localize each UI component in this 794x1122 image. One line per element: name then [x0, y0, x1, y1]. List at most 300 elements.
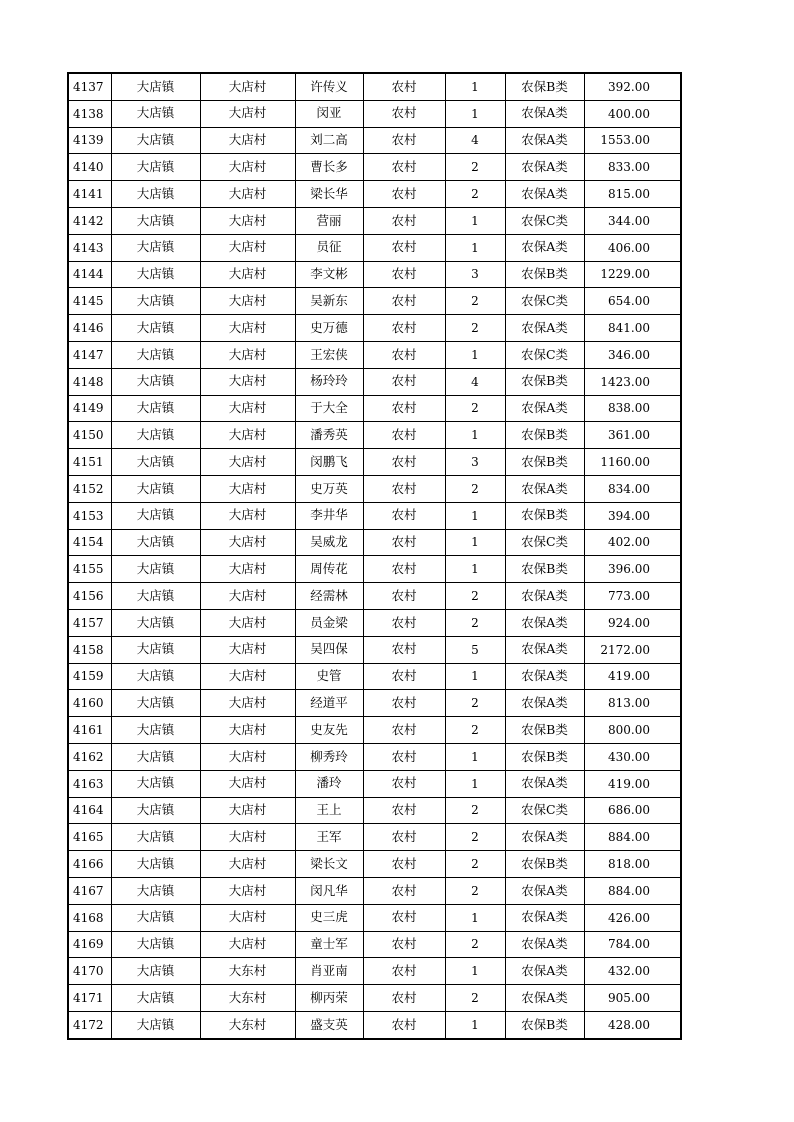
- insurance-category-cell: 农保B类: [505, 422, 584, 449]
- village-cell: 大店村: [200, 234, 295, 261]
- person-name-cell: 史万英: [295, 475, 363, 502]
- insurance-category-cell: 农保C类: [505, 797, 584, 824]
- village-cell: 大店村: [200, 181, 295, 208]
- person-name-cell: 李文彬: [295, 261, 363, 288]
- table-row: [68, 368, 681, 395]
- record-id-cell: 4155: [68, 556, 111, 583]
- record-id-cell: 4147: [68, 341, 111, 368]
- town-cell: 大店镇: [111, 288, 200, 315]
- record-id-cell: 4137: [68, 73, 111, 100]
- household-count-cell: 2: [445, 181, 505, 208]
- village-cell: 大店村: [200, 556, 295, 583]
- record-id-cell: 4164: [68, 797, 111, 824]
- record-id-cell: 4140: [68, 154, 111, 181]
- person-name-cell: 吴新东: [295, 288, 363, 315]
- record-id-cell: 4148: [68, 368, 111, 395]
- table-row: [68, 127, 681, 154]
- insurance-category-cell: 农保B类: [505, 717, 584, 744]
- area-type-cell: 农村: [363, 529, 445, 556]
- amount-cell: 2172.00: [584, 636, 681, 663]
- area-type-cell: 农村: [363, 422, 445, 449]
- person-name-cell: 周传花: [295, 556, 363, 583]
- town-cell: 大店镇: [111, 502, 200, 529]
- village-cell: 大店村: [200, 609, 295, 636]
- household-count-cell: 2: [445, 288, 505, 315]
- household-count-cell: 1: [445, 663, 505, 690]
- area-type-cell: 农村: [363, 100, 445, 127]
- area-type-cell: 农村: [363, 502, 445, 529]
- area-type-cell: 农村: [363, 181, 445, 208]
- town-cell: 大店镇: [111, 154, 200, 181]
- area-type-cell: 农村: [363, 743, 445, 770]
- household-count-cell: 2: [445, 851, 505, 878]
- record-id-cell: 4163: [68, 770, 111, 797]
- insurance-category-cell: 农保A类: [505, 663, 584, 690]
- town-cell: 大店镇: [111, 690, 200, 717]
- town-cell: 大店镇: [111, 395, 200, 422]
- amount-cell: 924.00: [584, 609, 681, 636]
- area-type-cell: 农村: [363, 368, 445, 395]
- person-name-cell: 史万德: [295, 315, 363, 342]
- record-id-cell: 4153: [68, 502, 111, 529]
- household-count-cell: 2: [445, 583, 505, 610]
- household-count-cell: 1: [445, 100, 505, 127]
- person-name-cell: 李井华: [295, 502, 363, 529]
- area-type-cell: 农村: [363, 556, 445, 583]
- insurance-category-cell: 农保B类: [505, 556, 584, 583]
- insurance-category-cell: 农保B类: [505, 73, 584, 100]
- table-row: [68, 636, 681, 663]
- area-type-cell: 农村: [363, 824, 445, 851]
- person-name-cell: 经需林: [295, 583, 363, 610]
- town-cell: 大店镇: [111, 181, 200, 208]
- town-cell: 大店镇: [111, 341, 200, 368]
- table-row: [68, 877, 681, 904]
- household-count-cell: 1: [445, 207, 505, 234]
- table-row: [68, 207, 681, 234]
- insurance-category-cell: 农保B类: [505, 743, 584, 770]
- amount-cell: 432.00: [584, 958, 681, 985]
- town-cell: 大店镇: [111, 1011, 200, 1038]
- village-cell: 大店村: [200, 636, 295, 663]
- table-row: [68, 395, 681, 422]
- town-cell: 大店镇: [111, 770, 200, 797]
- village-cell: 大店村: [200, 717, 295, 744]
- household-count-cell: 4: [445, 368, 505, 395]
- village-cell: 大店村: [200, 797, 295, 824]
- person-name-cell: 经道平: [295, 690, 363, 717]
- town-cell: 大店镇: [111, 931, 200, 958]
- amount-cell: 905.00: [584, 985, 681, 1012]
- amount-cell: 1160.00: [584, 449, 681, 476]
- table-row: [68, 931, 681, 958]
- town-cell: 大店镇: [111, 877, 200, 904]
- record-id-cell: 4169: [68, 931, 111, 958]
- insurance-category-cell: 农保A类: [505, 234, 584, 261]
- town-cell: 大店镇: [111, 851, 200, 878]
- insurance-category-cell: 农保A类: [505, 690, 584, 717]
- village-cell: 大店村: [200, 261, 295, 288]
- amount-cell: 833.00: [584, 154, 681, 181]
- insurance-category-cell: 农保B类: [505, 502, 584, 529]
- person-name-cell: 于大全: [295, 395, 363, 422]
- table-row: [68, 261, 681, 288]
- table-row: [68, 797, 681, 824]
- town-cell: 大店镇: [111, 904, 200, 931]
- household-count-cell: 3: [445, 261, 505, 288]
- village-cell: 大店村: [200, 127, 295, 154]
- amount-cell: 1229.00: [584, 261, 681, 288]
- town-cell: 大店镇: [111, 127, 200, 154]
- record-id-cell: 4161: [68, 717, 111, 744]
- town-cell: 大店镇: [111, 449, 200, 476]
- amount-cell: 841.00: [584, 315, 681, 342]
- town-cell: 大店镇: [111, 100, 200, 127]
- person-name-cell: 史管: [295, 663, 363, 690]
- table-row: [68, 851, 681, 878]
- record-id-cell: 4151: [68, 449, 111, 476]
- insurance-category-cell: 农保A类: [505, 315, 584, 342]
- amount-cell: 818.00: [584, 851, 681, 878]
- town-cell: 大店镇: [111, 717, 200, 744]
- record-id-cell: 4167: [68, 877, 111, 904]
- person-name-cell: 员金梁: [295, 609, 363, 636]
- record-id-cell: 4171: [68, 985, 111, 1012]
- household-count-cell: 1: [445, 958, 505, 985]
- table-row: [68, 341, 681, 368]
- person-name-cell: 吴威龙: [295, 529, 363, 556]
- household-count-cell: 1: [445, 770, 505, 797]
- person-name-cell: 柳丙荣: [295, 985, 363, 1012]
- area-type-cell: 农村: [363, 73, 445, 100]
- insurance-category-cell: 农保C类: [505, 288, 584, 315]
- town-cell: 大店镇: [111, 207, 200, 234]
- record-id-cell: 4152: [68, 475, 111, 502]
- town-cell: 大店镇: [111, 556, 200, 583]
- record-id-cell: 4165: [68, 824, 111, 851]
- household-count-cell: 5: [445, 636, 505, 663]
- town-cell: 大店镇: [111, 797, 200, 824]
- household-count-cell: 4: [445, 127, 505, 154]
- household-count-cell: 2: [445, 931, 505, 958]
- town-cell: 大店镇: [111, 985, 200, 1012]
- record-id-cell: 4170: [68, 958, 111, 985]
- household-count-cell: 1: [445, 529, 505, 556]
- area-type-cell: 农村: [363, 288, 445, 315]
- town-cell: 大店镇: [111, 475, 200, 502]
- record-id-cell: 4158: [68, 636, 111, 663]
- person-name-cell: 潘秀英: [295, 422, 363, 449]
- amount-cell: 813.00: [584, 690, 681, 717]
- person-name-cell: 闵亚: [295, 100, 363, 127]
- amount-cell: 346.00: [584, 341, 681, 368]
- person-name-cell: 肖亚南: [295, 958, 363, 985]
- insurance-category-cell: 农保A类: [505, 636, 584, 663]
- area-type-cell: 农村: [363, 636, 445, 663]
- town-cell: 大店镇: [111, 609, 200, 636]
- village-cell: 大店村: [200, 449, 295, 476]
- record-id-cell: 4149: [68, 395, 111, 422]
- insurance-category-cell: 农保A类: [505, 475, 584, 502]
- amount-cell: 654.00: [584, 288, 681, 315]
- area-type-cell: 农村: [363, 154, 445, 181]
- village-cell: 大店村: [200, 207, 295, 234]
- town-cell: 大店镇: [111, 234, 200, 261]
- amount-cell: 419.00: [584, 770, 681, 797]
- household-count-cell: 1: [445, 422, 505, 449]
- amount-cell: 784.00: [584, 931, 681, 958]
- amount-cell: 838.00: [584, 395, 681, 422]
- record-id-cell: 4142: [68, 207, 111, 234]
- town-cell: 大店镇: [111, 422, 200, 449]
- area-type-cell: 农村: [363, 127, 445, 154]
- person-name-cell: 营丽: [295, 207, 363, 234]
- village-cell: 大店村: [200, 931, 295, 958]
- insurance-category-cell: 农保B类: [505, 851, 584, 878]
- village-cell: 大店村: [200, 315, 295, 342]
- person-name-cell: 梁长华: [295, 181, 363, 208]
- person-name-cell: 史友先: [295, 717, 363, 744]
- insurance-category-cell: 农保A类: [505, 583, 584, 610]
- town-cell: 大店镇: [111, 824, 200, 851]
- amount-cell: 815.00: [584, 181, 681, 208]
- table-row: [68, 154, 681, 181]
- insurance-category-cell: 农保A类: [505, 824, 584, 851]
- table-row: [68, 556, 681, 583]
- area-type-cell: 农村: [363, 770, 445, 797]
- village-cell: 大店村: [200, 904, 295, 931]
- village-cell: 大店村: [200, 422, 295, 449]
- amount-cell: 800.00: [584, 717, 681, 744]
- record-id-cell: 4162: [68, 743, 111, 770]
- amount-cell: 402.00: [584, 529, 681, 556]
- table-row: [68, 824, 681, 851]
- insurance-category-cell: 农保A类: [505, 877, 584, 904]
- area-type-cell: 农村: [363, 797, 445, 824]
- insurance-category-cell: 农保B类: [505, 1011, 584, 1038]
- area-type-cell: 农村: [363, 341, 445, 368]
- amount-cell: 392.00: [584, 73, 681, 100]
- record-id-cell: 4157: [68, 609, 111, 636]
- record-id-cell: 4154: [68, 529, 111, 556]
- area-type-cell: 农村: [363, 609, 445, 636]
- village-cell: 大店村: [200, 288, 295, 315]
- household-count-cell: 1: [445, 234, 505, 261]
- record-id-cell: 4166: [68, 851, 111, 878]
- table-row: [68, 743, 681, 770]
- household-count-cell: 2: [445, 824, 505, 851]
- table-row: [68, 234, 681, 261]
- area-type-cell: 农村: [363, 475, 445, 502]
- area-type-cell: 农村: [363, 1011, 445, 1038]
- area-type-cell: 农村: [363, 449, 445, 476]
- table-row: [68, 717, 681, 744]
- table-row: [68, 904, 681, 931]
- insurance-category-cell: 农保B类: [505, 449, 584, 476]
- person-name-cell: 王宏侠: [295, 341, 363, 368]
- village-cell: 大店村: [200, 663, 295, 690]
- area-type-cell: 农村: [363, 395, 445, 422]
- town-cell: 大店镇: [111, 368, 200, 395]
- table-row: [68, 475, 681, 502]
- household-count-cell: 1: [445, 556, 505, 583]
- household-count-cell: 2: [445, 609, 505, 636]
- table-row: [68, 181, 681, 208]
- area-type-cell: 农村: [363, 958, 445, 985]
- record-id-cell: 4139: [68, 127, 111, 154]
- table-row: [68, 449, 681, 476]
- town-cell: 大店镇: [111, 636, 200, 663]
- household-count-cell: 2: [445, 717, 505, 744]
- village-cell: 大店村: [200, 583, 295, 610]
- area-type-cell: 农村: [363, 207, 445, 234]
- amount-cell: 396.00: [584, 556, 681, 583]
- insurance-category-cell: 农保C类: [505, 341, 584, 368]
- table-row: [68, 73, 681, 100]
- person-name-cell: 杨玲玲: [295, 368, 363, 395]
- record-id-cell: 4159: [68, 663, 111, 690]
- area-type-cell: 农村: [363, 877, 445, 904]
- table-row: [68, 583, 681, 610]
- village-cell: 大店村: [200, 154, 295, 181]
- area-type-cell: 农村: [363, 717, 445, 744]
- village-cell: 大店村: [200, 475, 295, 502]
- village-cell: 大东村: [200, 958, 295, 985]
- person-name-cell: 曹长多: [295, 154, 363, 181]
- amount-cell: 1553.00: [584, 127, 681, 154]
- village-cell: 大店村: [200, 877, 295, 904]
- amount-cell: 428.00: [584, 1011, 681, 1038]
- amount-cell: 884.00: [584, 877, 681, 904]
- household-count-cell: 2: [445, 985, 505, 1012]
- household-count-cell: 1: [445, 73, 505, 100]
- amount-cell: 834.00: [584, 475, 681, 502]
- table-row: [68, 502, 681, 529]
- town-cell: 大店镇: [111, 958, 200, 985]
- area-type-cell: 农村: [363, 315, 445, 342]
- table-row: [68, 288, 681, 315]
- area-type-cell: 农村: [363, 931, 445, 958]
- insurance-category-cell: 农保B类: [505, 261, 584, 288]
- village-cell: 大店村: [200, 100, 295, 127]
- area-type-cell: 农村: [363, 851, 445, 878]
- table-row: [68, 609, 681, 636]
- town-cell: 大店镇: [111, 743, 200, 770]
- town-cell: 大店镇: [111, 663, 200, 690]
- insurance-category-cell: 农保A类: [505, 154, 584, 181]
- area-type-cell: 农村: [363, 234, 445, 261]
- town-cell: 大店镇: [111, 583, 200, 610]
- person-name-cell: 刘二高: [295, 127, 363, 154]
- household-count-cell: 2: [445, 315, 505, 342]
- household-count-cell: 2: [445, 154, 505, 181]
- insurance-category-cell: 农保A类: [505, 100, 584, 127]
- area-type-cell: 农村: [363, 261, 445, 288]
- person-name-cell: 盛支英: [295, 1011, 363, 1038]
- record-id-cell: 4156: [68, 583, 111, 610]
- amount-cell: 419.00: [584, 663, 681, 690]
- record-id-cell: 4145: [68, 288, 111, 315]
- person-name-cell: 柳秀玲: [295, 743, 363, 770]
- household-count-cell: 3: [445, 449, 505, 476]
- town-cell: 大店镇: [111, 529, 200, 556]
- person-name-cell: 史三虎: [295, 904, 363, 931]
- person-name-cell: 梁长文: [295, 851, 363, 878]
- person-name-cell: 童士军: [295, 931, 363, 958]
- record-id-cell: 4146: [68, 315, 111, 342]
- person-name-cell: 闵鹏飞: [295, 449, 363, 476]
- village-cell: 大店村: [200, 851, 295, 878]
- insurance-category-cell: 农保A类: [505, 985, 584, 1012]
- amount-cell: 773.00: [584, 583, 681, 610]
- insurance-category-cell: 农保A类: [505, 127, 584, 154]
- table-body: [68, 73, 681, 1039]
- table-row: [68, 770, 681, 797]
- table-row: [68, 958, 681, 985]
- insurance-category-cell: 农保A类: [505, 958, 584, 985]
- insurance-category-cell: 农保A类: [505, 609, 584, 636]
- table-row: [68, 100, 681, 127]
- village-cell: 大店村: [200, 824, 295, 851]
- table-row: [68, 690, 681, 717]
- table-row: [68, 985, 681, 1012]
- person-name-cell: 潘玲: [295, 770, 363, 797]
- household-count-cell: 1: [445, 904, 505, 931]
- record-id-cell: 4172: [68, 1011, 111, 1038]
- village-cell: 大店村: [200, 341, 295, 368]
- village-cell: 大店村: [200, 502, 295, 529]
- table-row: [68, 315, 681, 342]
- household-count-cell: 2: [445, 690, 505, 717]
- record-id-cell: 4138: [68, 100, 111, 127]
- amount-cell: 400.00: [584, 100, 681, 127]
- household-count-cell: 1: [445, 743, 505, 770]
- town-cell: 大店镇: [111, 261, 200, 288]
- person-name-cell: 王军: [295, 824, 363, 851]
- record-id-cell: 4141: [68, 181, 111, 208]
- record-id-cell: 4144: [68, 261, 111, 288]
- person-name-cell: 员征: [295, 234, 363, 261]
- area-type-cell: 农村: [363, 904, 445, 931]
- amount-cell: 430.00: [584, 743, 681, 770]
- beneficiary-table: [67, 72, 682, 1040]
- area-type-cell: 农村: [363, 663, 445, 690]
- person-name-cell: 王上: [295, 797, 363, 824]
- town-cell: 大店镇: [111, 73, 200, 100]
- insurance-category-cell: 农保A类: [505, 904, 584, 931]
- area-type-cell: 农村: [363, 690, 445, 717]
- insurance-category-cell: 农保A类: [505, 770, 584, 797]
- village-cell: 大东村: [200, 985, 295, 1012]
- insurance-category-cell: 农保B类: [505, 368, 584, 395]
- insurance-category-cell: 农保A类: [505, 181, 584, 208]
- table-row: [68, 422, 681, 449]
- insurance-category-cell: 农保A类: [505, 931, 584, 958]
- amount-cell: 361.00: [584, 422, 681, 449]
- amount-cell: 344.00: [584, 207, 681, 234]
- amount-cell: 884.00: [584, 824, 681, 851]
- table-row: [68, 1011, 681, 1038]
- insurance-category-cell: 农保C类: [505, 529, 584, 556]
- household-count-cell: 1: [445, 1011, 505, 1038]
- amount-cell: 406.00: [584, 234, 681, 261]
- person-name-cell: 许传义: [295, 73, 363, 100]
- household-count-cell: 2: [445, 475, 505, 502]
- insurance-category-cell: 农保A类: [505, 395, 584, 422]
- village-cell: 大店村: [200, 529, 295, 556]
- village-cell: 大店村: [200, 395, 295, 422]
- record-id-cell: 4150: [68, 422, 111, 449]
